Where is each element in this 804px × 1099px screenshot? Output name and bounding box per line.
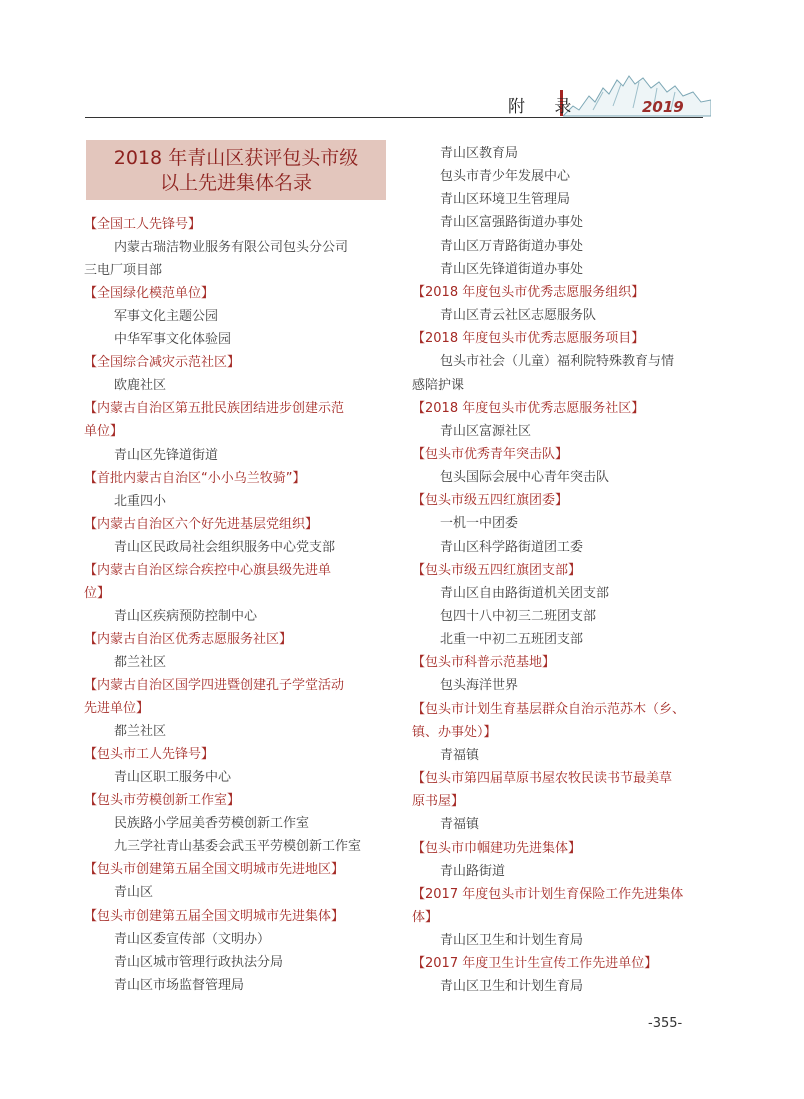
mountain-decoration-icon (563, 70, 711, 120)
category-heading: 【包头市优秀青年突击队】 (412, 446, 569, 462)
category-heading: 镇、办事处）】 (412, 724, 497, 740)
category-heading: 【内蒙古自治区优秀志愿服务社区】 (84, 631, 293, 647)
category-heading: 【2017 年度包头市计划生育保险工作先进集体 (412, 886, 684, 902)
list-item: 青山区自由路街道机关团支部 (440, 585, 610, 601)
category-heading: 【内蒙古自治区综合疾控中心旗县级先进单 (84, 562, 332, 578)
list-item: 包头海洋世界 (440, 678, 519, 694)
category-heading: 【包头市级五四红旗团支部】 (412, 562, 582, 578)
category-heading: 【内蒙古自治区六个好先进基层党组织】 (84, 516, 319, 532)
list-item: 青山区卫生和计划生育局 (440, 933, 584, 949)
category-heading: 先进单位】 (84, 701, 150, 717)
page-header (0, 0, 804, 120)
document-title-box (86, 140, 386, 200)
category-heading: 【包头市级五四红旗团委】 (412, 493, 569, 509)
list-item: 青福镇 (440, 817, 480, 833)
category-heading: 【内蒙古自治区国学四进暨创建孔子学堂活动 (84, 678, 345, 693)
category-heading: 【包头市第四届草原书屋农牧民读书节最美草 (412, 771, 673, 787)
list-item: 青山路街道 (440, 863, 506, 879)
category-heading: 【2017 年度卫生计生宣传工作先进单位】 (412, 956, 658, 972)
category-heading: 体】 (412, 909, 439, 925)
list-item: 北重一中初二五班团支部 (440, 632, 584, 648)
list-item: 青山区科学路街道团工委 (440, 539, 584, 555)
category-heading: 【包头市创建第五届全国文明城市先进地区】 (84, 862, 345, 878)
list-item: 九三学社青山基委会武玉平劳模创新工作室 (114, 839, 362, 855)
category-heading: 位】 (84, 585, 111, 601)
list-item: 一机一中团委 (440, 516, 519, 532)
list-item: 军事文化主题公园 (114, 309, 219, 325)
list-item: 青山区富强路街道办事处 (440, 215, 584, 231)
document-title-line2: 以上先进集体名录 (159, 172, 312, 194)
list-item: 内蒙古瑞洁物业服务有限公司包头分公司 (114, 240, 349, 256)
page-number: -355- (648, 1016, 683, 1031)
list-item: 都兰社区 (114, 724, 167, 740)
list-item: 青山区民政局社会组织服务中心党支部 (114, 539, 336, 555)
header-rule (85, 117, 703, 118)
list-item: 包头市青少年发展中心 (440, 169, 571, 185)
document-title-line1: 2018 年青山区获评包头市级 (113, 147, 359, 169)
category-heading: 【2018 年度包头市优秀志愿服务社区】 (412, 400, 645, 416)
list-item: 都兰社区 (114, 654, 167, 670)
list-item: 青山区万青路街道办事处 (440, 238, 584, 254)
list-item: 青山区教育局 (440, 146, 519, 161)
category-heading: 【包头市工人先锋号】 (84, 747, 215, 763)
list-item: 三电厂项目部 (84, 263, 163, 279)
list-item: 青山区职工服务中心 (114, 770, 232, 786)
list-item: 青山区 (114, 885, 154, 901)
category-heading: 单位】 (84, 424, 124, 440)
list-item: 中华军事文化体验园 (114, 332, 232, 348)
list-item: 青山区环境卫生管理局 (440, 192, 571, 208)
list-item: 感陪护课 (412, 377, 465, 393)
category-heading: 【2018 年度包头市优秀志愿服务项目】 (412, 331, 645, 347)
list-item: 青山区市场监督管理局 (114, 977, 245, 993)
category-heading: 【全国综合减灾示范社区】 (84, 355, 241, 371)
list-item: 包头国际会展中心青年突击队 (440, 470, 610, 486)
list-item: 青山区城市管理行政执法分局 (114, 954, 284, 970)
list-item: 包四十八中初三二班团支部 (440, 609, 597, 624)
list-item: 包头市社会（儿童）福利院特殊教育与情 (440, 354, 675, 370)
list-item: 青山区先锋道街道办事处 (440, 261, 584, 277)
category-heading: 【包头市巾帼建功先进集体】 (412, 840, 582, 856)
list-item: 民族路小学屈美香劳模创新工作室 (114, 816, 310, 832)
category-heading: 【包头市科普示范基地】 (412, 655, 556, 671)
list-item: 青山区先锋道街道 (114, 447, 219, 463)
category-heading: 【全国绿化模范单位】 (84, 286, 215, 302)
category-heading: 【包头市劳模创新工作室】 (84, 793, 241, 809)
category-heading: 【内蒙古自治区第五批民族团结进步创建示范 (84, 401, 345, 417)
year-label: 2019 (642, 98, 684, 116)
section-title: 附 录 (508, 97, 584, 117)
list-item: 青福镇 (440, 747, 480, 763)
list-item: 青山区富源社区 (440, 423, 532, 439)
category-heading: 【包头市计划生育基层群众自治示范苏木（乡、 (412, 701, 686, 717)
category-heading: 【包头市创建第五届全国文明城市先进集体】 (84, 908, 345, 924)
list-item: 青山区卫生和计划生育局 (440, 979, 584, 995)
list-item: 欧鹿社区 (114, 378, 167, 394)
list-item: 青山区青云社区志愿服务队 (440, 308, 597, 324)
list-item: 青山区疾病预防控制中心 (114, 608, 258, 624)
category-heading: 【全国工人先锋号】 (84, 217, 202, 232)
category-heading: 【首批内蒙古自治区“小小乌兰牧骑”】 (84, 470, 306, 486)
list-item: 北重四小 (114, 493, 167, 509)
category-heading: 原书屋】 (412, 794, 465, 810)
list-item: 青山区委宣传部（文明办） (114, 931, 271, 947)
category-heading: 【2018 年度包头市优秀志愿服务组织】 (412, 284, 645, 300)
